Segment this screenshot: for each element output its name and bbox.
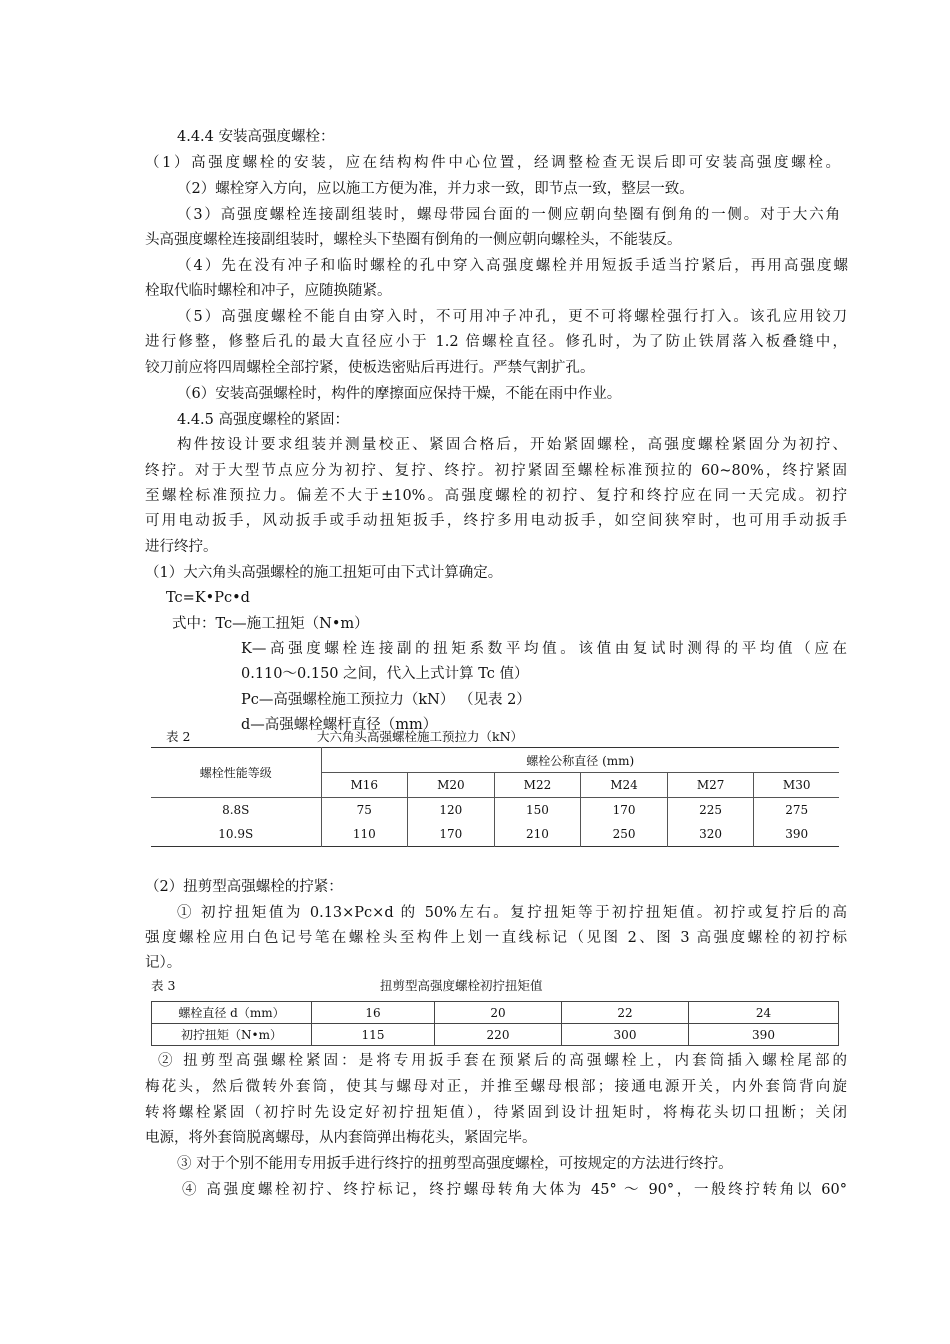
table2-cell: 390	[754, 822, 839, 847]
table3-cell: 220	[435, 1024, 562, 1046]
table3-cell: 300	[562, 1024, 689, 1046]
text-line: 头高强度螺栓连接副组装时，螺栓头下垫圈有倒角的一侧应朝向螺栓头，不能装反。	[145, 232, 682, 248]
table-row	[151, 798, 839, 823]
text-line: ② 扭剪型高强螺栓紧固：是将专用扳手套在预紧后的高强螺栓上，内套筒插入螺栓尾部的	[158, 1053, 847, 1069]
table3-label: 表 3	[151, 978, 176, 993]
text-line: ① 初拧扭矩值为 0.13×Pc×d 的 50%左右。复拧扭矩等于初拧扭矩值。初拧或复拧后的高	[177, 905, 847, 921]
table2-col-header: M22	[494, 773, 581, 798]
table2-cell: 150	[494, 798, 581, 823]
text-line: （1）高强度螺栓的安装，应在结构构件中心位置，经调整检查无误后即可安装高强度螺栓。	[145, 155, 840, 171]
table2-cell: 75	[321, 798, 408, 823]
table2-grade: 8.8S	[151, 798, 321, 823]
text-line: 进行修整，修整后孔的最大直径应小于 1.2 倍螺栓直径。修孔时，为了防止铁屑落入板叠缝中，	[145, 334, 847, 350]
table-row	[151, 822, 839, 847]
text-line: （2）扭剪型高强螺栓的拧紧：	[145, 879, 343, 895]
section-heading-4-4-4: 4.4.4 安装高强度螺栓：	[177, 129, 335, 145]
table2-col-header: M27	[667, 773, 754, 798]
text-line: K—高强度螺栓连接副的扭矩系数平均值。该值由复试时测得的平均值（应在	[241, 641, 847, 657]
table3-row-header: 初拧扭矩（N•m）	[152, 1024, 312, 1046]
text-line: Pc—高强螺栓施工预拉力（kN） （见表 2）	[241, 692, 531, 708]
table2-grade-header: 螺栓性能等级	[199, 766, 272, 780]
table2-cell: 120	[408, 798, 495, 823]
table3	[151, 1001, 839, 1046]
table3-cell: 115	[312, 1024, 435, 1046]
table2-cell: 170	[581, 798, 668, 823]
text-line: （6）安装高强螺栓时，构件的摩擦面应保持干燥，不能在雨中作业。	[177, 386, 622, 402]
text-line: 0.110～0.150 之间，代入上式计算 Tc 值）	[241, 666, 529, 682]
table3-cell: 20	[435, 1002, 562, 1024]
text-line: 进行终拧。	[145, 539, 218, 555]
table2-cell: 320	[667, 822, 754, 847]
table2-grade: 10.9S	[218, 827, 254, 841]
text-line: 梅花头，然后微转外套筒，使其与螺母对正，并推至螺母根部；接通电源开关，内外套筒背向旋	[145, 1079, 847, 1095]
table3-cell: 24	[689, 1002, 839, 1024]
table3-cell: 16	[312, 1002, 435, 1024]
table2-cell: 275	[754, 798, 839, 823]
table2-title: 大六角头高强螺栓施工预拉力（kN）	[317, 729, 524, 744]
text-line: 式中：Tc—施工扭矩（N•m）	[172, 616, 369, 632]
text-line: （1）大六角头高强螺栓的施工扭矩可由下式计算确定。	[145, 565, 503, 581]
table2-col-header: M20	[408, 773, 495, 798]
section-heading-4-4-5: 4.4.5 高强度螺栓的紧固：	[177, 412, 350, 428]
table3-title: 扭剪型高强度螺栓初拧扭矩值	[380, 978, 543, 993]
table3-cell: 22	[562, 1002, 689, 1024]
table-row	[152, 1002, 839, 1024]
text-line: （4）先在没有冲子和临时螺栓的孔中穿入高强度螺栓并用短扳手适当拧紧后，再用高强度螺	[177, 258, 848, 274]
table3-row-header: 螺栓直径 d（mm）	[152, 1002, 312, 1024]
text-line: d—高强螺栓螺杆直径（mm）	[241, 717, 438, 733]
text-line: 栓取代临时螺栓和冲子，应随换随紧。	[145, 283, 392, 299]
table2-diameter-header: 螺栓公称直径 (mm)	[321, 748, 839, 773]
table2	[151, 747, 839, 847]
formula: Tc=K•Pc•d	[166, 590, 250, 606]
table2-cell: 210	[494, 822, 581, 847]
text-line: ④ 高强度螺栓初拧、终拧标记，终拧螺母转角大体为 45° ～ 90°，一般终拧转角以 60°	[182, 1182, 847, 1198]
text-line: 记）。	[145, 955, 182, 971]
text-line: ③ 对于个别不能用专用扳手进行终拧的扭剪型高强度螺栓，可按规定的方法进行终拧。	[177, 1156, 733, 1172]
text-line: 电源，将外套筒脱离螺母，从内套筒弹出梅花头，紧固完毕。	[145, 1130, 537, 1146]
text-line: （2）螺栓穿入方向，应以施工方便为准，并力求一致，即节点一致，整层一致。	[177, 181, 694, 197]
table2-cell: 170	[408, 822, 495, 847]
text-line: （3）高强度螺栓连接副组装时，螺母带园台面的一侧应朝向垫圈有倒角的一侧。对于大六角	[177, 207, 840, 223]
text-line: 终拧。对于大型节点应分为初拧、复拧、终拧。初拧紧固至螺栓标准预拉的 60~80%，终拧紧固	[145, 463, 847, 479]
text-line: （5）高强度螺栓不能自由穿入时，不可用冲子冲孔，更不可将螺栓强行打入。该孔应用铰刀	[177, 309, 847, 325]
text-line: 转将螺栓紧固（初拧时先设定好初拧扭矩值），待紧固到设计扭矩时，将梅花头切口扭断；关闭	[145, 1105, 847, 1121]
table2-cell: 225	[667, 798, 754, 823]
table-row	[152, 1024, 839, 1046]
text-line: 强度螺栓应用白色记号笔在螺栓头至构件上划一直线标记（见图 2、图 3 高强度螺栓的初拧标	[145, 930, 847, 946]
text-line: 可用电动扳手，风动扳手或手动扭矩扳手，终拧多用电动扳手，如空间狭窄时，也可用手动扳手	[145, 513, 847, 529]
table2-col-header: M16	[321, 773, 408, 798]
text-line: 构件按设计要求组装并测量校正、紧固合格后，开始紧固螺栓，高强度螺栓紧固分为初拧、	[177, 437, 847, 453]
table2-col-header: M30	[754, 773, 839, 798]
text-line: 铰刀前应将四周螺栓全部拧紧，使板迭密贴后再进行。严禁气割扩孔。	[145, 360, 595, 376]
table2-cell: 250	[581, 822, 668, 847]
table3-cell: 390	[689, 1024, 839, 1046]
table2-cell: 110	[321, 822, 408, 847]
table2-col-header: M24	[581, 773, 668, 798]
table2-label: 表 2	[166, 729, 191, 744]
text-line: 至螺栓标准预拉力。偏差不大于±10%。高强度螺栓的初拧、复拧和终拧应在同一天完成。初拧	[145, 488, 847, 504]
